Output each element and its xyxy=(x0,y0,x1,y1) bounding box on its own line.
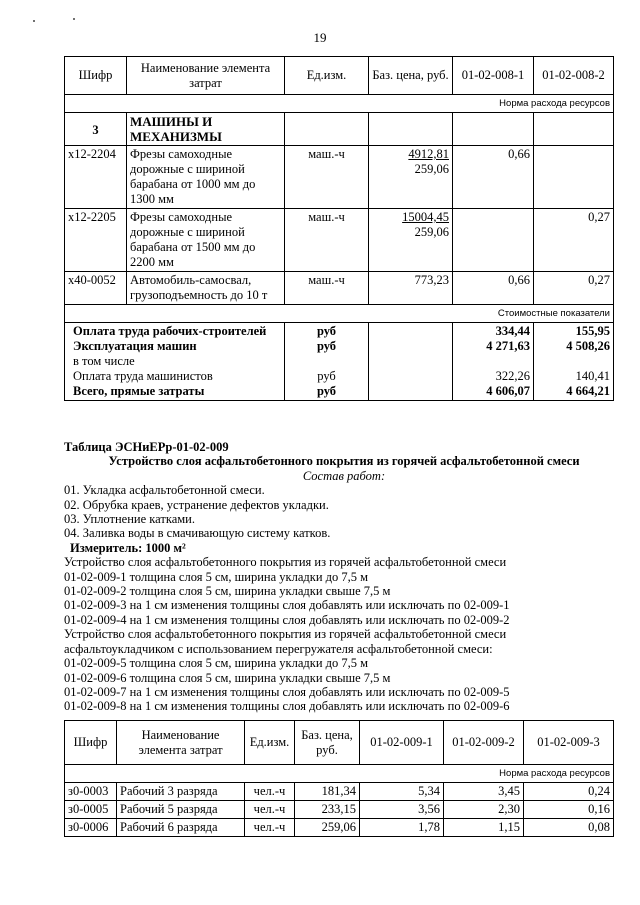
description-line: Устройство слоя асфальтобетонного покрытия из горячей асфальтобетонной смеси xyxy=(64,627,507,642)
work-item: 01. Укладка асфальтобетонной смеси. xyxy=(64,483,265,498)
table-row xyxy=(65,783,614,801)
row-value-3: 0,24 xyxy=(524,783,614,801)
description-line: 01-02-009-6 толщина слоя 5 см, ширина укладки свыше 7,5 м xyxy=(64,670,391,685)
work-item: 04. Заливка воды в смачивающую систему катков. xyxy=(64,526,331,541)
summary-labels: Оплата труда рабочих-строителей Эксплуатация машин в том числе Оплата труда машинистов Всего, прямые затраты xyxy=(65,323,285,401)
resource-table-008 xyxy=(64,56,614,401)
row-value-2: 1,15 xyxy=(444,819,524,837)
header-col-1: 01-02-009-1 xyxy=(360,721,444,765)
table-row xyxy=(65,209,614,272)
header-name: Наименование элемента затрат xyxy=(117,721,245,765)
row-code: з0-0006 xyxy=(65,819,117,837)
row-unit: чел.-ч xyxy=(245,801,295,819)
table-subtitle: Устройство слоя асфальтобетонного покрытия из горячей асфальтобетонной смеси xyxy=(108,454,580,469)
header-price: Баз. цена, руб. xyxy=(369,57,453,95)
description-line: 01-02-009-8 на 1 см изменения толщины слоя добавлять или исключать по 02-009-6 xyxy=(64,699,510,714)
band-resource-norms: Норма расхода ресурсов xyxy=(65,765,614,783)
description-line: 01-02-009-4 на 1 см изменения толщины слоя добавлять или исключать по 02-009-2 xyxy=(64,612,510,627)
row-code: з0-0003 xyxy=(65,783,117,801)
work-item: 02. Обрубка краев, устранение дефектов укладки. xyxy=(64,497,329,512)
section-title-line: МАШИНЫ И xyxy=(130,114,213,129)
row-code: х12-2204 xyxy=(65,146,127,209)
row-code: х12-2205 xyxy=(65,209,127,272)
row-name: Рабочий 3 разряда xyxy=(117,783,245,801)
table-row xyxy=(65,272,614,305)
band-cost-indicators: Стоимостные показатели xyxy=(65,305,614,323)
section-2-text xyxy=(64,440,624,714)
row-value-1: 0,66 xyxy=(453,146,534,209)
resource-table-009 xyxy=(64,720,614,837)
table-row xyxy=(65,801,614,819)
measure-unit: Измеритель: 1000 м² xyxy=(70,540,186,555)
row-name: Рабочий 5 разряда xyxy=(117,801,245,819)
row-name: Фрезы самоходные дорожные с шириной барабана от 1500 мм до 2200 мм xyxy=(127,209,285,272)
description-line: 01-02-009-5 толщина слоя 5 см, ширина укладки до 7,5 м xyxy=(64,656,369,671)
band-resource-norms: Норма расхода ресурсов xyxy=(65,95,614,113)
header-col-2: 01-02-009-2 xyxy=(444,721,524,765)
description-line: 01-02-009-7 на 1 см изменения толщины слоя добавлять или исключать по 02-009-5 xyxy=(64,684,510,699)
row-value-3: 0,16 xyxy=(524,801,614,819)
row-value-2: 0,27 xyxy=(534,209,614,272)
header-col-3: 01-02-009-3 xyxy=(524,721,614,765)
summary-units: руб руб руб руб xyxy=(285,323,369,401)
header-col-1: 01-02-008-1 xyxy=(453,57,534,95)
work-item: 03. Уплотнение катками. xyxy=(64,512,195,527)
row-value-1: 3,56 xyxy=(360,801,444,819)
row-code: з0-0005 xyxy=(65,801,117,819)
scan-speck xyxy=(33,20,35,22)
row-price: 15004,45 259,06 xyxy=(369,209,453,272)
row-value-1: 0,66 xyxy=(453,272,534,305)
section-number: 3 xyxy=(65,113,127,146)
row-value-2: 3,45 xyxy=(444,783,524,801)
row-value-3: 0,08 xyxy=(524,819,614,837)
row-name: Фрезы самоходные дорожные с шириной барабана от 1000 мм до 1300 мм xyxy=(127,146,285,209)
header-price: Баз. цена, руб. xyxy=(295,721,360,765)
row-value-2 xyxy=(534,146,614,209)
summary-values-1: 334,44 4 271,63 322,26 4 606,07 xyxy=(453,323,534,401)
description-line: 01-02-009-2 толщина слоя 5 см, ширина укладки свыше 7,5 м xyxy=(64,584,391,599)
row-price: 259,06 xyxy=(295,819,360,837)
description-line: 01-02-009-3 на 1 см изменения толщины слоя добавлять или исключать по 02-009-1 xyxy=(64,598,510,613)
header-code: Шифр xyxy=(65,57,127,95)
page-number: 19 xyxy=(313,30,327,45)
row-unit: маш.-ч xyxy=(285,146,369,209)
row-value-2: 2,30 xyxy=(444,801,524,819)
summary-values-2: 155,95 4 508,26 140,41 4 664,21 xyxy=(534,323,614,401)
section-title xyxy=(127,113,285,146)
row-value-1: 5,34 xyxy=(360,783,444,801)
section-title-line: МЕХАНИЗМЫ xyxy=(130,129,222,144)
header-name: Наименование элемента затрат xyxy=(127,57,285,95)
scan-speck xyxy=(73,18,75,20)
row-unit: чел.-ч xyxy=(245,819,295,837)
header-code: Шифр xyxy=(65,721,117,765)
row-unit: маш.-ч xyxy=(285,209,369,272)
header-unit: Ед.изм. xyxy=(285,57,369,95)
row-name: Автомобиль-самосвал, грузоподъемность до 10 т xyxy=(127,272,285,305)
description-line: Устройство слоя асфальтобетонного покрытия из горячей асфальтобетонной смеси xyxy=(64,555,507,570)
header-unit: Ед.изм. xyxy=(245,721,295,765)
row-price: 181,34 xyxy=(295,783,360,801)
row-name: Рабочий 6 разряда xyxy=(117,819,245,837)
row-price: 773,23 xyxy=(369,272,453,305)
row-code: х40-0052 xyxy=(65,272,127,305)
row-price: 4912,81 259,06 xyxy=(369,146,453,209)
table-row xyxy=(65,146,614,209)
row-value-2: 0,27 xyxy=(534,272,614,305)
summary-block xyxy=(65,323,614,401)
description-line: асфальтоукладчиком с использованием перегружателя асфальтобетонной смеси: xyxy=(64,641,493,656)
works-heading: Состав работ: xyxy=(302,468,386,483)
row-value-1: 1,78 xyxy=(360,819,444,837)
table-row xyxy=(65,819,614,837)
row-price: 233,15 xyxy=(295,801,360,819)
table-title: Таблица ЭСНиЕРр-01-02-009 xyxy=(64,440,229,454)
row-value-1 xyxy=(453,209,534,272)
header-col-2: 01-02-008-2 xyxy=(534,57,614,95)
row-unit: маш.-ч xyxy=(285,272,369,305)
row-unit: чел.-ч xyxy=(245,783,295,801)
description-line: 01-02-009-1 толщина слоя 5 см, ширина укладки до 7,5 м xyxy=(64,569,369,584)
